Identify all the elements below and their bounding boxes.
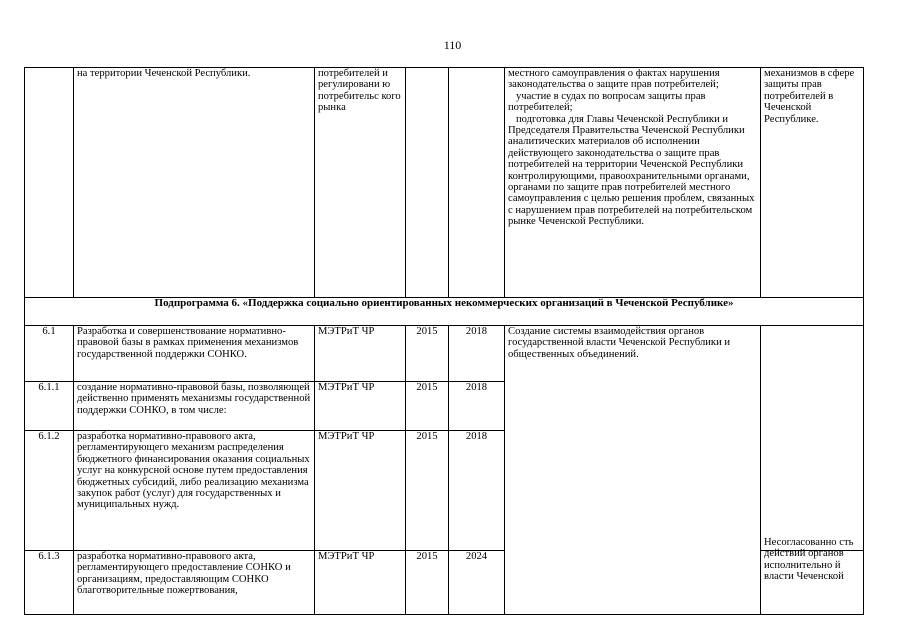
cell-executor: потребителей и регулировани ю потребительс кого рынка [315, 68, 406, 298]
cell-year-end: 2018 [449, 326, 505, 382]
cell-expected-result: местного самоуправления о фактах нарушения законодательства о защите прав потребителей; участие в судах по вопросам защиты прав потребителей; подготовка для Главы Чеченской Республики и Председателя Правительства Чеченской Республики аналитических материалов об исполнении действующего законодательства о защите прав потребителей на территории Чеченской Республики контролирующими, правоохранительными органами, органами по защите прав потребителей местного самоуправления с целью решения проблем, связанных с нарушением прав потребителей на потребительском рынке Чеченской Республики. [505, 68, 761, 298]
cell-year-end [449, 68, 505, 298]
cell-year-end: 2024 [449, 551, 505, 615]
cell-executor: МЭТРиТ ЧР [315, 326, 406, 382]
cell-number: 6.1.1 [25, 382, 74, 431]
table-row-continuation [25, 68, 864, 298]
cell-consequence: Несогласованно сть действий органов исполнительно й власти Чеченской [761, 537, 864, 601]
subprogram-title: Подпрограмма 6. «Поддержка социально ориентированных некоммерческих организаций в Чеченской Республике» [25, 298, 864, 326]
cell-executor: МЭТРиТ ЧР [315, 551, 406, 615]
cell-year-end: 2018 [449, 382, 505, 431]
cell-year-start: 2015 [406, 382, 449, 431]
cell-year-start: 2015 [406, 551, 449, 615]
cell-executor: МЭТРиТ ЧР [315, 431, 406, 551]
cell-year-start: 2015 [406, 326, 449, 382]
cell-consequence-empty [761, 326, 864, 551]
cell-measure-name: на территории Чеченской Республики. [74, 68, 315, 298]
cell-measure-name: Разработка и совершенствование нормативно-правовой базы в рамках применения механизмов государственной поддержки СОНКО. [74, 326, 315, 382]
page-number: 110 [443, 38, 462, 52]
cell-consequence: механизмов в сфере защиты прав потребителей в Чеченской Республике. [761, 68, 864, 298]
cell-number [25, 68, 74, 298]
cell-number: 6.1.2 [25, 431, 74, 551]
table-row [25, 326, 864, 382]
subprogram-header-row [25, 298, 864, 326]
cell-year-start [406, 68, 449, 298]
cell-measure-name: разработка нормативно-правового акта, регламентирующего механизм распределения бюджетного финансирования оказания социальных услуг на конкурсной основе путем предоставления бюджетных субсидий, либо реализацию механизма закупок работ (услуг) для государственных и муниципальных нужд. [74, 431, 315, 551]
cell-number: 6.1.3 [25, 551, 74, 615]
cell-measure-name: разработка нормативно-правового акта, регламентирующего предоставление СОНКО и организациям, предоставляющим СОНКО благотворительные пожертвования, [74, 551, 315, 615]
program-measures-table [24, 67, 864, 615]
cell-number: 6.1 [25, 326, 74, 382]
cell-expected-result-group: Создание системы взаимодействия органов государственной власти Чеченской Республики и общественных объединений. [505, 326, 761, 615]
cell-year-end: 2018 [449, 431, 505, 551]
cell-measure-name: создание нормативно-правовой базы, позволяющей действенно применять механизмы государственной поддержки СОНКО, в том числе: [74, 382, 315, 431]
cell-executor: МЭТРиТ ЧР [315, 382, 406, 431]
cell-year-start: 2015 [406, 431, 449, 551]
